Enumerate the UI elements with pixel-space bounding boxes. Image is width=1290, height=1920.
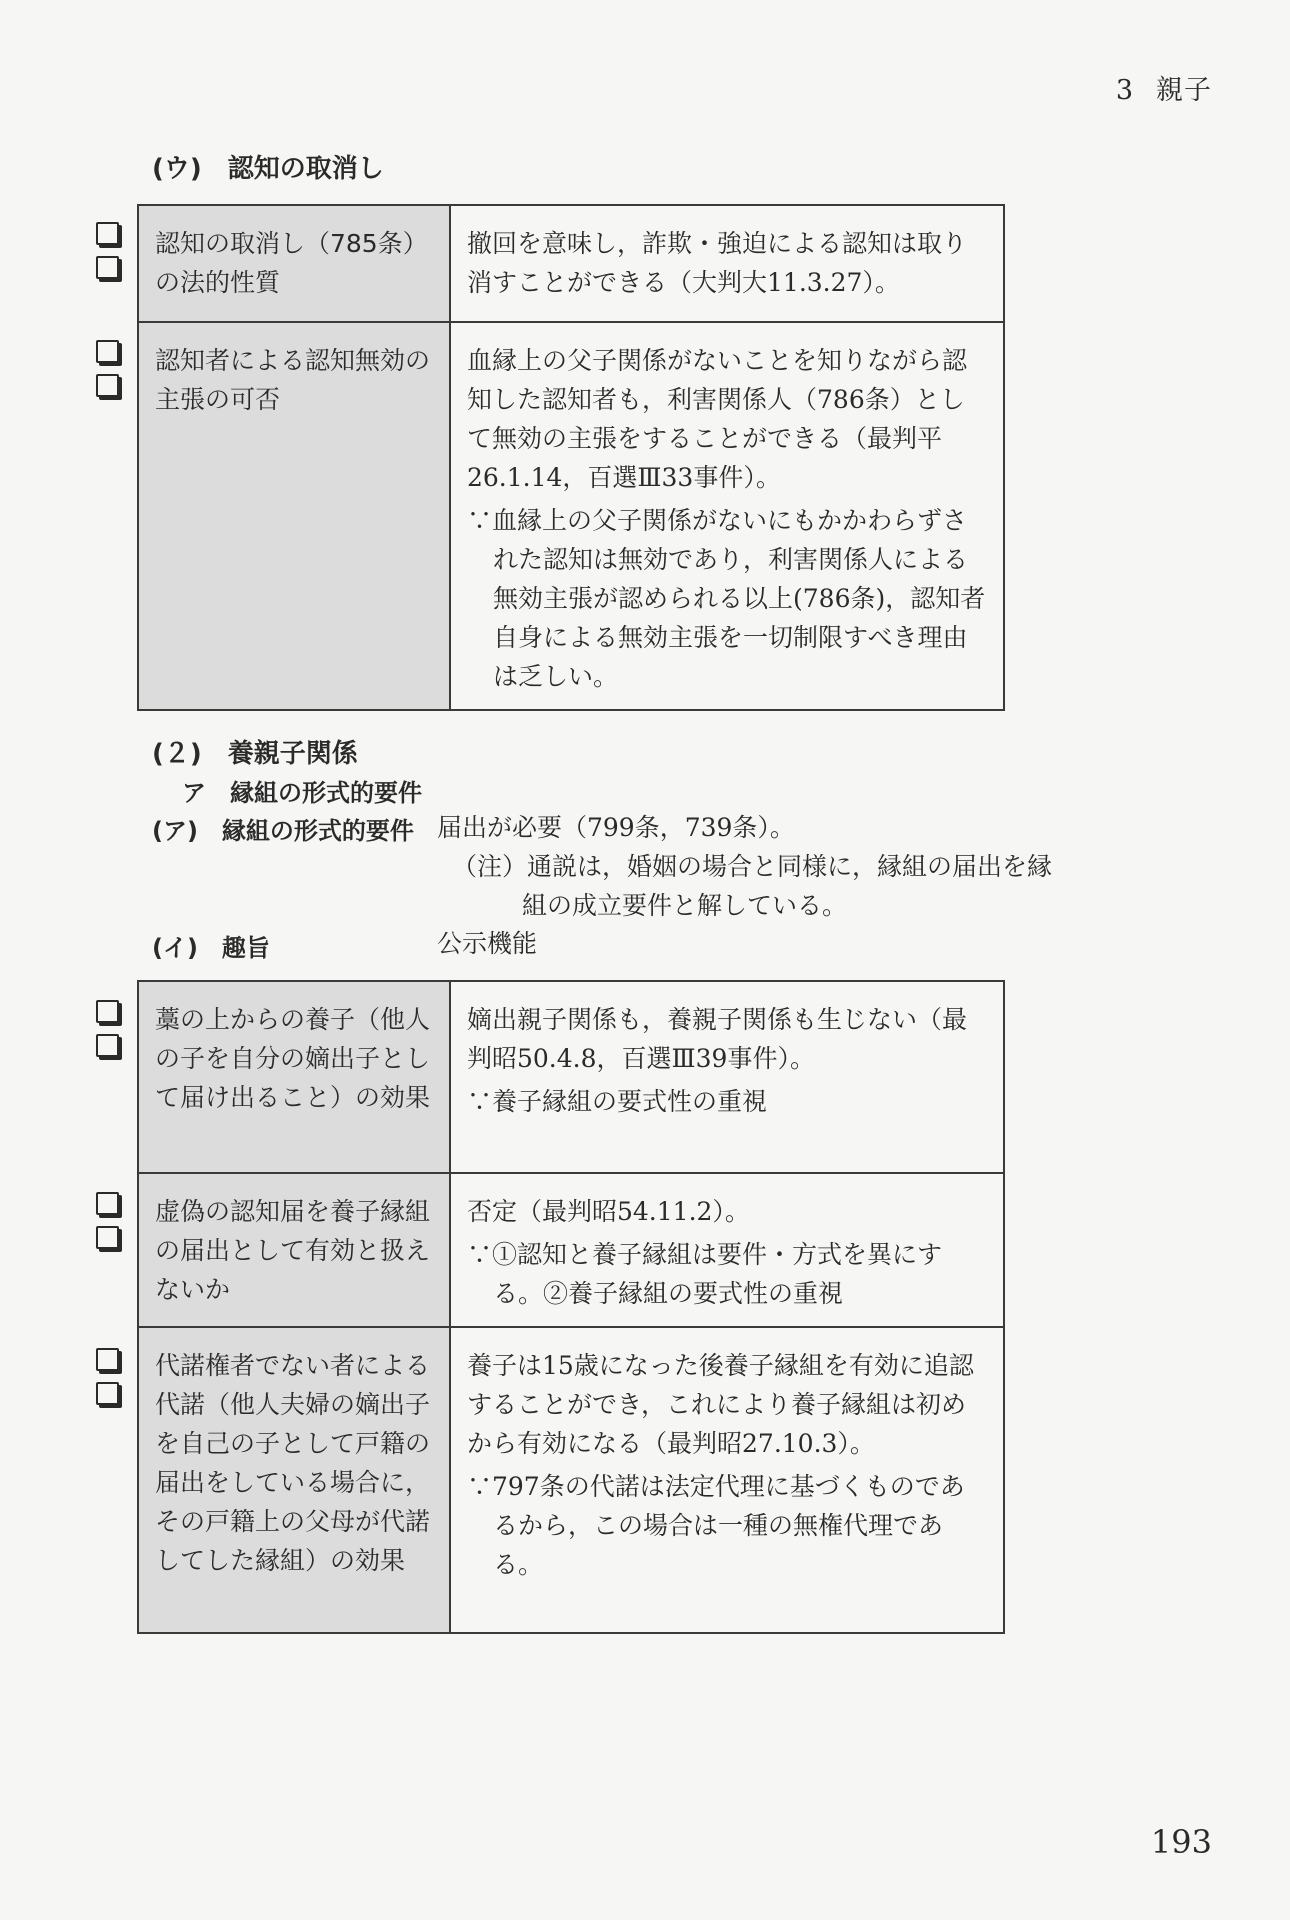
table-term: 虚偽の認知届を養子縁組の届出として有効と扱えないか: [138, 1173, 450, 1327]
checkbox[interactable]: [96, 1000, 119, 1023]
table-row: [138, 322, 1004, 710]
heading-a: ア 縁組の形式的要件: [182, 779, 422, 807]
desc-text: 撤回を意味し，詐欺・強迫による認知は取り消すことができる（大判大11.3.27）。: [467, 229, 968, 297]
table-desc: [450, 1327, 1004, 1633]
reason-text: ∵養子縁組の要式性の重視: [467, 1087, 768, 1116]
item-a-value: 届出が必要（799条，739条）。: [437, 813, 795, 842]
item-i-value: 公示機能: [437, 929, 538, 958]
checkbox[interactable]: [96, 1034, 119, 1057]
table-term: 認知の取消し（785条）の法的性質: [138, 205, 450, 322]
heading-2: (２) 養親子関係: [152, 739, 358, 769]
checkbox-group-5: [96, 1348, 119, 1416]
desc-text: 嫡出親子関係も，養親子関係も生じない（最判昭50.4.8，百選Ⅲ39事件）。: [467, 1005, 968, 1073]
section-title: 親子: [1156, 75, 1212, 106]
checkbox-group-4: [96, 1192, 119, 1260]
table-desc: [450, 322, 1004, 710]
item-a-note: （注）通説は，婚姻の場合と同様に，縁組の届出を縁組の成立要件と解している。: [452, 852, 1053, 920]
item-a-label: (ア) 縁組の形式的要件: [152, 817, 414, 845]
desc-text: 血縁上の父子関係がないことを知りながら認知した認知者も，利害関係人（786条）として無効の主張をすることができる（最判平26.1.14，百選Ⅲ33事件）。: [467, 346, 968, 492]
heading-u: (ウ) 認知の取消し: [152, 154, 384, 184]
checkbox[interactable]: [96, 1226, 119, 1249]
table-desc: [450, 205, 1004, 322]
item-i-label: (イ) 趣旨: [152, 934, 270, 962]
section-number: 3: [1115, 75, 1134, 106]
table-row: [138, 981, 1004, 1173]
reason-text: ∵797条の代諾は法定代理に基づくものであるから，この場合は一種の無権代理である。: [467, 1472, 965, 1579]
table-desc: [450, 981, 1004, 1173]
checkbox[interactable]: [96, 256, 119, 279]
checkbox[interactable]: [96, 340, 119, 363]
checkbox-group-3: [96, 1000, 119, 1068]
table-term: 代諾権者でない者による代諾（他人夫婦の嫡出子を自己の子として戸籍の届出をしている場合に，その戸籍上の父母が代諾してした縁組）の効果: [138, 1327, 450, 1633]
checkbox[interactable]: [96, 1192, 119, 1215]
checkbox[interactable]: [96, 1382, 119, 1405]
desc-text: 否定（最判昭54.11.2）。: [467, 1197, 750, 1226]
checkbox[interactable]: [96, 1348, 119, 1371]
running-header: [1116, 68, 1212, 107]
checkbox-group-1: [96, 222, 119, 290]
table-term: 藁の上からの養子（他人の子を自分の嫡出子として届け出ること）の効果: [138, 981, 450, 1173]
table-row: [138, 1173, 1004, 1327]
table-row: [138, 1327, 1004, 1633]
checkbox-group-2: [96, 340, 119, 408]
table-yoshi-engumi: [137, 980, 1005, 1634]
reason-text: ∵血縁上の父子関係がないにもかかわらずされた認知は無効であり，利害関係人による無効主張が認められる以上(786条)，認知者自身による無効主張を一切制限すべき理由は乏しい。: [467, 506, 986, 691]
desc-text: 養子は15歳になった後養子縁組を有効に追認することができ，これにより養子縁組は初めから有効になる（最判昭27.10.3）。: [467, 1351, 974, 1458]
table-ninchi-torikeshi: [137, 204, 1005, 711]
page-number: 193: [1150, 1823, 1212, 1861]
reason-text: ∵①認知と養子縁組は要件・方式を異にする。②養子縁組の要式性の重視: [467, 1240, 943, 1308]
table-term: 認知者による認知無効の主張の可否: [138, 322, 450, 710]
checkbox[interactable]: [96, 374, 119, 397]
table-desc: [450, 1173, 1004, 1327]
checkbox[interactable]: [96, 222, 119, 245]
table-row: [138, 205, 1004, 322]
